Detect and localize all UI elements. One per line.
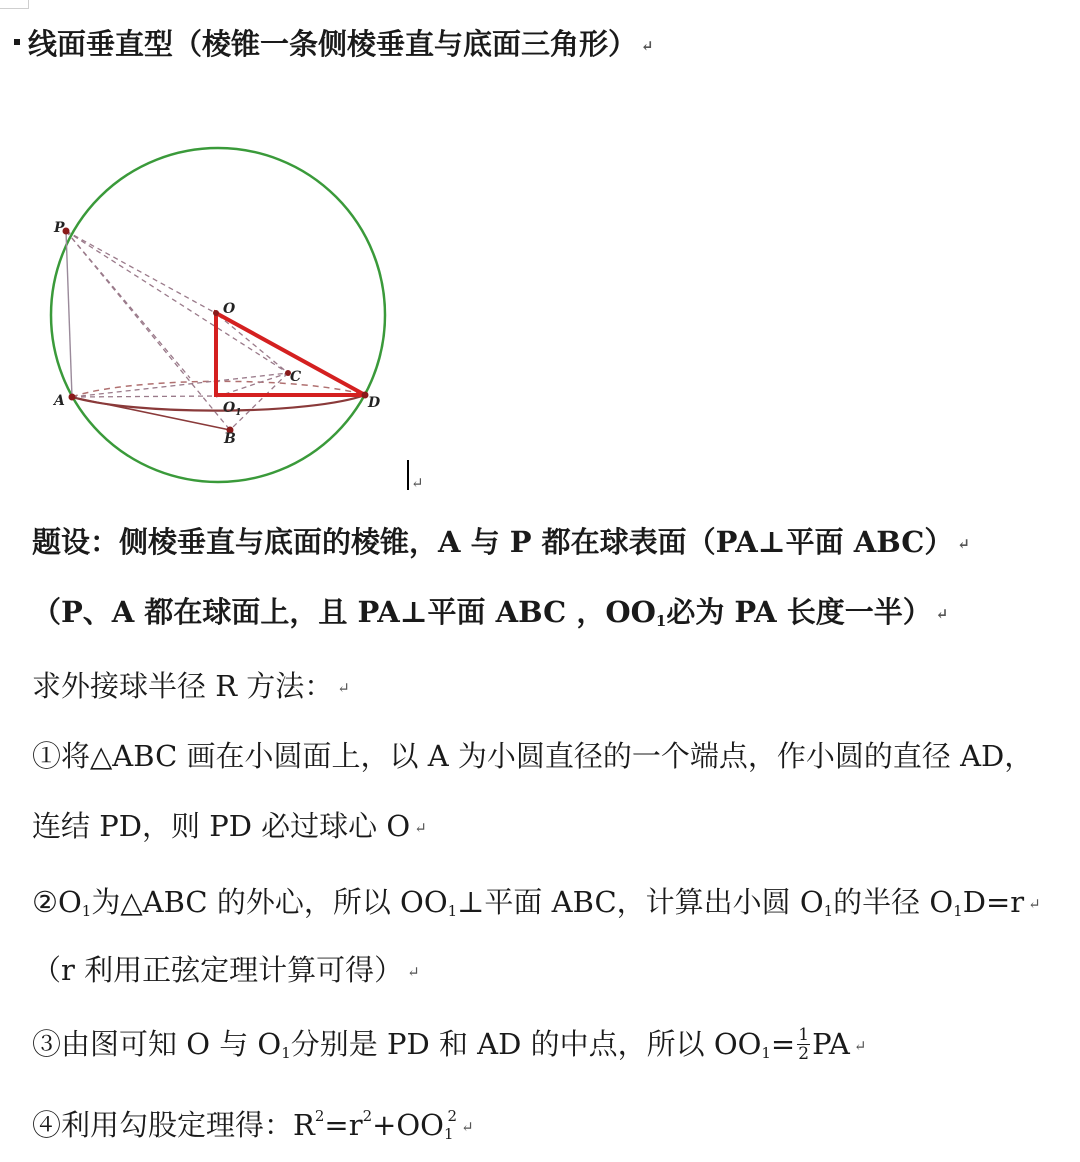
- heading-text: 线面垂直型（棱锥一条侧棱垂直与底面三角形）: [28, 27, 638, 61]
- paragraph-mark-icon: ↵: [414, 819, 427, 837]
- paragraph-mark-icon: ↵: [853, 1037, 867, 1055]
- label-C: C: [290, 369, 302, 385]
- label-B: B: [224, 431, 236, 447]
- premise-line-2: （P、A 都在球面上，且 PA⊥平面 ABC ，$OO_1$必为 PA 长度一半） ↵: [32, 595, 949, 630]
- label-A: A: [54, 393, 65, 409]
- line-OC: [218, 315, 288, 373]
- line-PC: [66, 231, 288, 373]
- sphere-pyramid-figure: [40, 140, 400, 490]
- step-1-line-b: 连结 PD，则 PD 必过球心 O ↵: [32, 809, 427, 843]
- label-D: D: [368, 395, 381, 411]
- label-O: O: [223, 301, 236, 317]
- line-AB: [72, 397, 230, 430]
- step-2-note: （r 利用正弦定理计算可得） ↵: [32, 953, 420, 987]
- bullet-icon: [14, 39, 20, 45]
- step-2-line: $②O_1$为△ABC 的外心，所以 $OO_1\perp$平面 ABC，计算出小圆 $O_1$的半径 $O_1D=r$ ↵: [32, 885, 1041, 920]
- page-corner-mark: [0, 0, 29, 9]
- point-A: [69, 394, 76, 401]
- paragraph-mark-icon: ↵: [957, 535, 970, 553]
- paragraph-mark-icon: ↵: [461, 1118, 474, 1136]
- paragraph-mark-icon: ↵: [1028, 895, 1041, 913]
- edge-PA: [66, 231, 72, 397]
- text-cursor: [407, 460, 409, 490]
- step-3-line: ③由图可知 O 与 $O_1$分别是 PD 和 AD 的中点，所以 $OO_1=$ $\frac{1}{2}$ PA ↵: [32, 1024, 867, 1064]
- paragraph-mark-icon: ↵: [641, 37, 654, 55]
- step-4-line: ④利用勾股定理得：$R^2=r^2+OO_1^2↵$: [32, 1107, 474, 1143]
- fraction-one-half: $\frac{1}{2}$: [798, 1024, 810, 1064]
- method-title: 求外接球半径 R 方法： ↵: [32, 669, 350, 703]
- section-heading: [14, 26, 654, 64]
- paragraph-mark-icon: ↵: [337, 679, 350, 697]
- paragraph-mark-icon: ↵: [411, 474, 424, 492]
- paragraph-mark-icon: ↵: [935, 605, 949, 623]
- label-O1: $O_1$: [223, 400, 242, 418]
- point-O: [213, 310, 219, 316]
- step-1-line-a: ①将△ABC 画在小圆面上，以 A 为小圆直径的一个端点，作小圆的直径 AD，: [32, 739, 1034, 773]
- paragraph-mark-icon: ↵: [407, 963, 420, 981]
- premise-line-1: 题设：侧棱垂直与底面的棱锥，A 与 P 都在球表面（PA⊥平面 ABC） ↵: [32, 525, 970, 559]
- base-circle-front-arc: [72, 395, 365, 411]
- label-P: P: [54, 220, 65, 236]
